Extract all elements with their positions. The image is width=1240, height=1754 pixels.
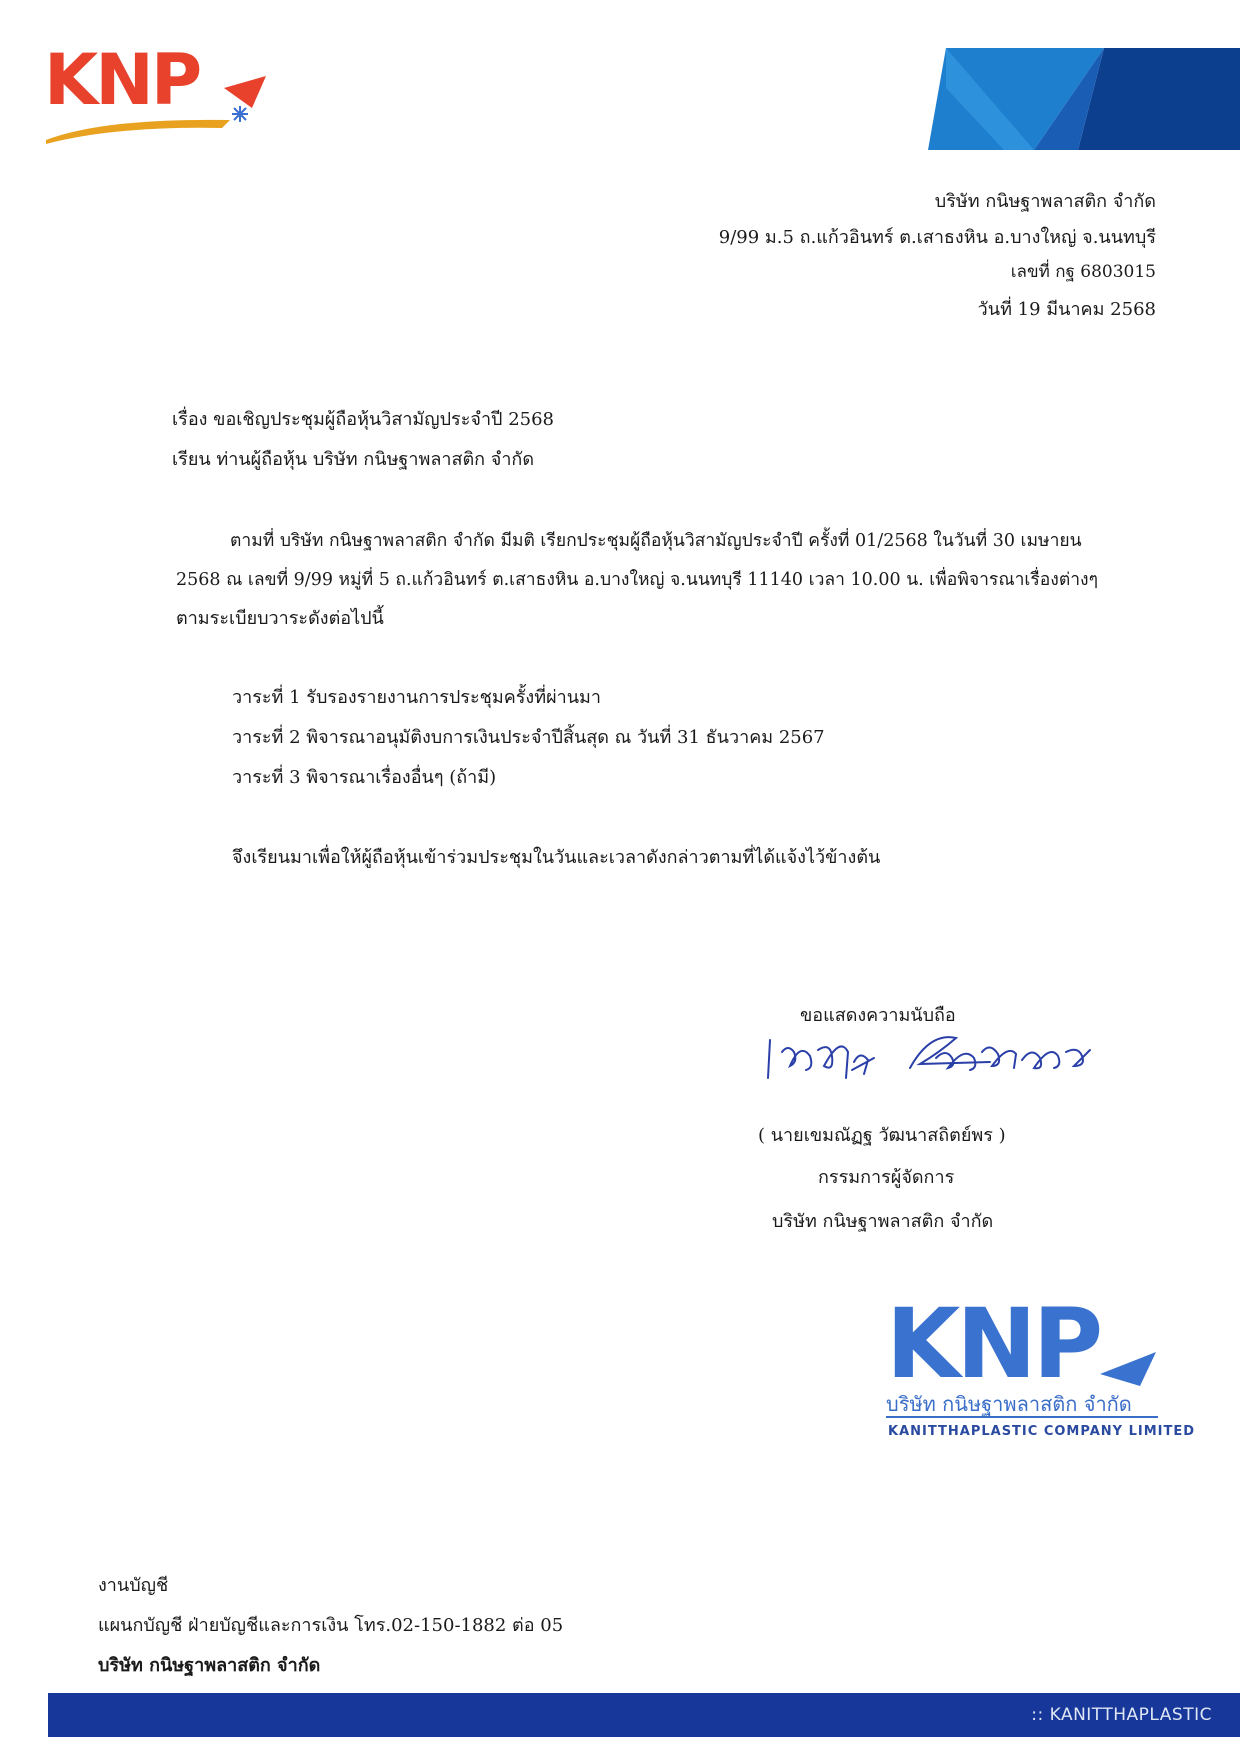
footer-bar-text: :: KANITTHAPLASTIC [1031,1705,1212,1725]
closing-statement: จึงเรียนมาเพื่อให้ผู้ถือหุ้นเข้าร่วมประชุมในวันและเวลาดังกล่าวตามที่ได้แจ้งไว้ข้างต้น [232,847,881,868]
body-line-1: ตามที่ บริษัท กนิษฐาพลาสติก จำกัด มีมติ เรียกประชุมผู้ถือหุ้นวิสามัญประจำปี ครั้งที่ 01/2568 ในวันที่ 30 เมษายน [230,531,1082,551]
regards-text: ขอแสดงความนับถือ [800,1005,956,1026]
sender-address: 9/99 ม.5 ถ.แก้วอินทร์ ต.เสาธงหิน อ.บางใหญ่ จ.นนทบุรี [718,227,1156,248]
body-line-2: 2568 ณ เลขที่ 9/99 หมู่ที่ 5 ถ.แก้วอินทร์ ต.เสาธงหิน อ.บางใหญ่ จ.นนทบุรี 11140 เวลา 10.00 น. เพื่อพิจารณาเรื่องต่างๆ [176,570,1098,590]
handwritten-signature [760,1022,1100,1092]
agenda-item-1: วาระที่ 1 รับรองรายงานการประชุมครั้งที่ผ่านมา [232,687,602,708]
agenda-item-2: วาระที่ 2 พิจารณาอนุมัติงบการเงินประจำปีสิ้นสุด ณ วันที่ 31 ธันวาคม 2567 [232,727,825,748]
stamp-logo-text: KNP [886,1288,1100,1400]
letter-date: วันที่ 19 มีนาคม 2568 [977,299,1156,320]
recipient-line: เรียน ท่านผู้ถือหุ้น บริษัท กนิษฐาพลาสติก จำกัด [172,449,535,470]
logo-text: KNP [44,39,200,121]
stamp-thai-name: บริษัท กนิษฐาพลาสติก จำกัด [886,1392,1132,1416]
footer-company: บริษัท กนิษฐาพลาสติก จำกัด [98,1655,321,1676]
subject-line: เรื่อง ขอเชิญประชุมผู้ถือหุ้นวิสามัญประจำปี 2568 [172,409,555,430]
header-graphic [928,40,1240,152]
reference-number: เลขที่ กฐ 6803015 [1010,262,1156,282]
footer-contact: แผนกบัญชี ฝ่ายบัญชีและการเงิน โทร.02-150-1882 ต่อ 05 [98,1615,564,1636]
stamp-rule [886,1416,1158,1418]
agenda-item-3: วาระที่ 3 พิจารณาเรื่องอื่นๆ (ถ้ามี) [232,767,497,788]
footer-bar [48,1693,1240,1737]
signatory-name: ( นายเขมณัฏฐ วัฒนาสถิตย์พร ) [758,1125,1006,1146]
signatory-title: กรรมการผู้จัดการ [818,1167,955,1188]
signatory-company: บริษัท กนิษฐาพลาสติก จำกัด [772,1211,994,1232]
stamp-english-name: KANITTHAPLASTIC COMPANY LIMITED [888,1424,1196,1439]
sender-company: บริษัท กนิษฐาพลาสติก จำกัด [934,191,1156,212]
company-logo [44,40,274,150]
body-line-3: ตามระเบียบวาระดังต่อไปนี้ [176,608,384,629]
stamp-arrow-icon [1100,1348,1160,1388]
footer-department: งานบัญชี [98,1575,169,1596]
company-stamp [886,1288,1196,1452]
